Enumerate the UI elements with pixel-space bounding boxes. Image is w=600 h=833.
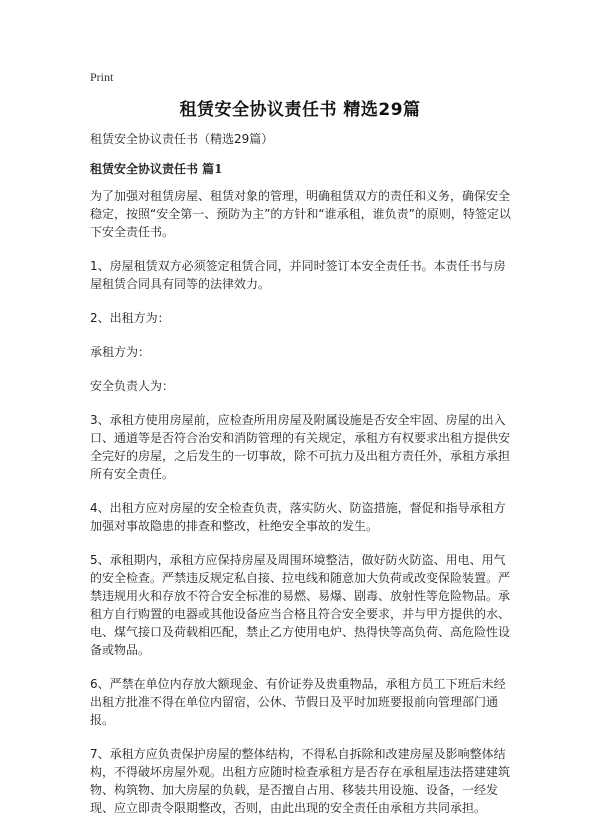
page-title: 租赁安全协议责任书 精选29篇: [179, 100, 421, 120]
document-body: [90, 130, 515, 833]
paragraph-5: 5、承租期内，承租方应保持房屋及周围环境整洁，做好防火防盗、用电、用气的安全检查。严禁违反规定私自接、拉电线和随意加大负荷或改变保险装置。严禁违规用火和存放不符合安全标准的易燃、易爆、剧毒、放射性等危险物品。承租方自行购置的电器或其他设备应当合格且符合安全要求，并与甲方提供的水、电、煤气接口及荷载相匹配，禁止乙方使用电炉、热得快等高负荷、高危险性设备或物品。: [90, 553, 511, 657]
paragraph-1: 1、房屋租赁双方必须签定租赁合同，并同时签订本安全责任书。本责任书与房屋租赁合同具有同等的法律效力。: [90, 259, 506, 291]
paragraph-lessee: 承租方为：: [90, 345, 151, 359]
section-heading: 租赁安全协议责任书 篇1: [90, 162, 223, 176]
paragraph-4: 4、出租方应对房屋的安全检查负责，落实防火、防盗措施，督促和指导承租方加强对事故隐患的排查和整改，杜绝安全事故的发生。: [90, 501, 506, 533]
paragraph-7: 7、承租方应负责保护房屋的整体结构，不得私自拆除和改建房屋及影响整体结构，不得破坏房屋外观。出租方应随时检查承租方是否存在承租屋违法搭建建筑物、构筑物、加大房屋的负载，是否擅自占用、移装共用设施、设备，一经发现、应立即责令限期整改，否则，由此出现的安全责任由承租方共同承担。: [90, 747, 511, 815]
document-subtitle: 租赁安全协议责任书（精选29篇）: [90, 132, 274, 146]
print-label: Print: [90, 70, 114, 84]
paragraph-intro: 为了加强对租赁房屋、租赁对象的管理，明确租赁双方的责任和义务，确保安全稳定，按照“安全第一、预防为主”的方针和“谁承租，谁负责”的原则，特签定以下安全责任书。: [90, 189, 511, 239]
paragraph-safety-officer: 安全负责人为：: [90, 379, 175, 393]
paragraph-2: 2、出租方为：: [90, 311, 170, 325]
paragraph-3: 3、承租方使用房屋前，应检查所用房屋及附属设施是否安全牢固、房屋的出入口、通道等是否符合治安和消防管理的有关规定，承租方有权要求出租方提供安全完好的房屋，之后发生的一切事故，除不可抗力及出租方责任外，承租方承担所有安全责任。: [90, 413, 511, 481]
paragraph-6: 6、严禁在单位内存放大额现金、有价证券及贵重物品，承租方员工下班后未经出租方批准不得在单位内留宿，公休、节假日及平时加班要报前向管理部门通报。: [90, 677, 506, 727]
